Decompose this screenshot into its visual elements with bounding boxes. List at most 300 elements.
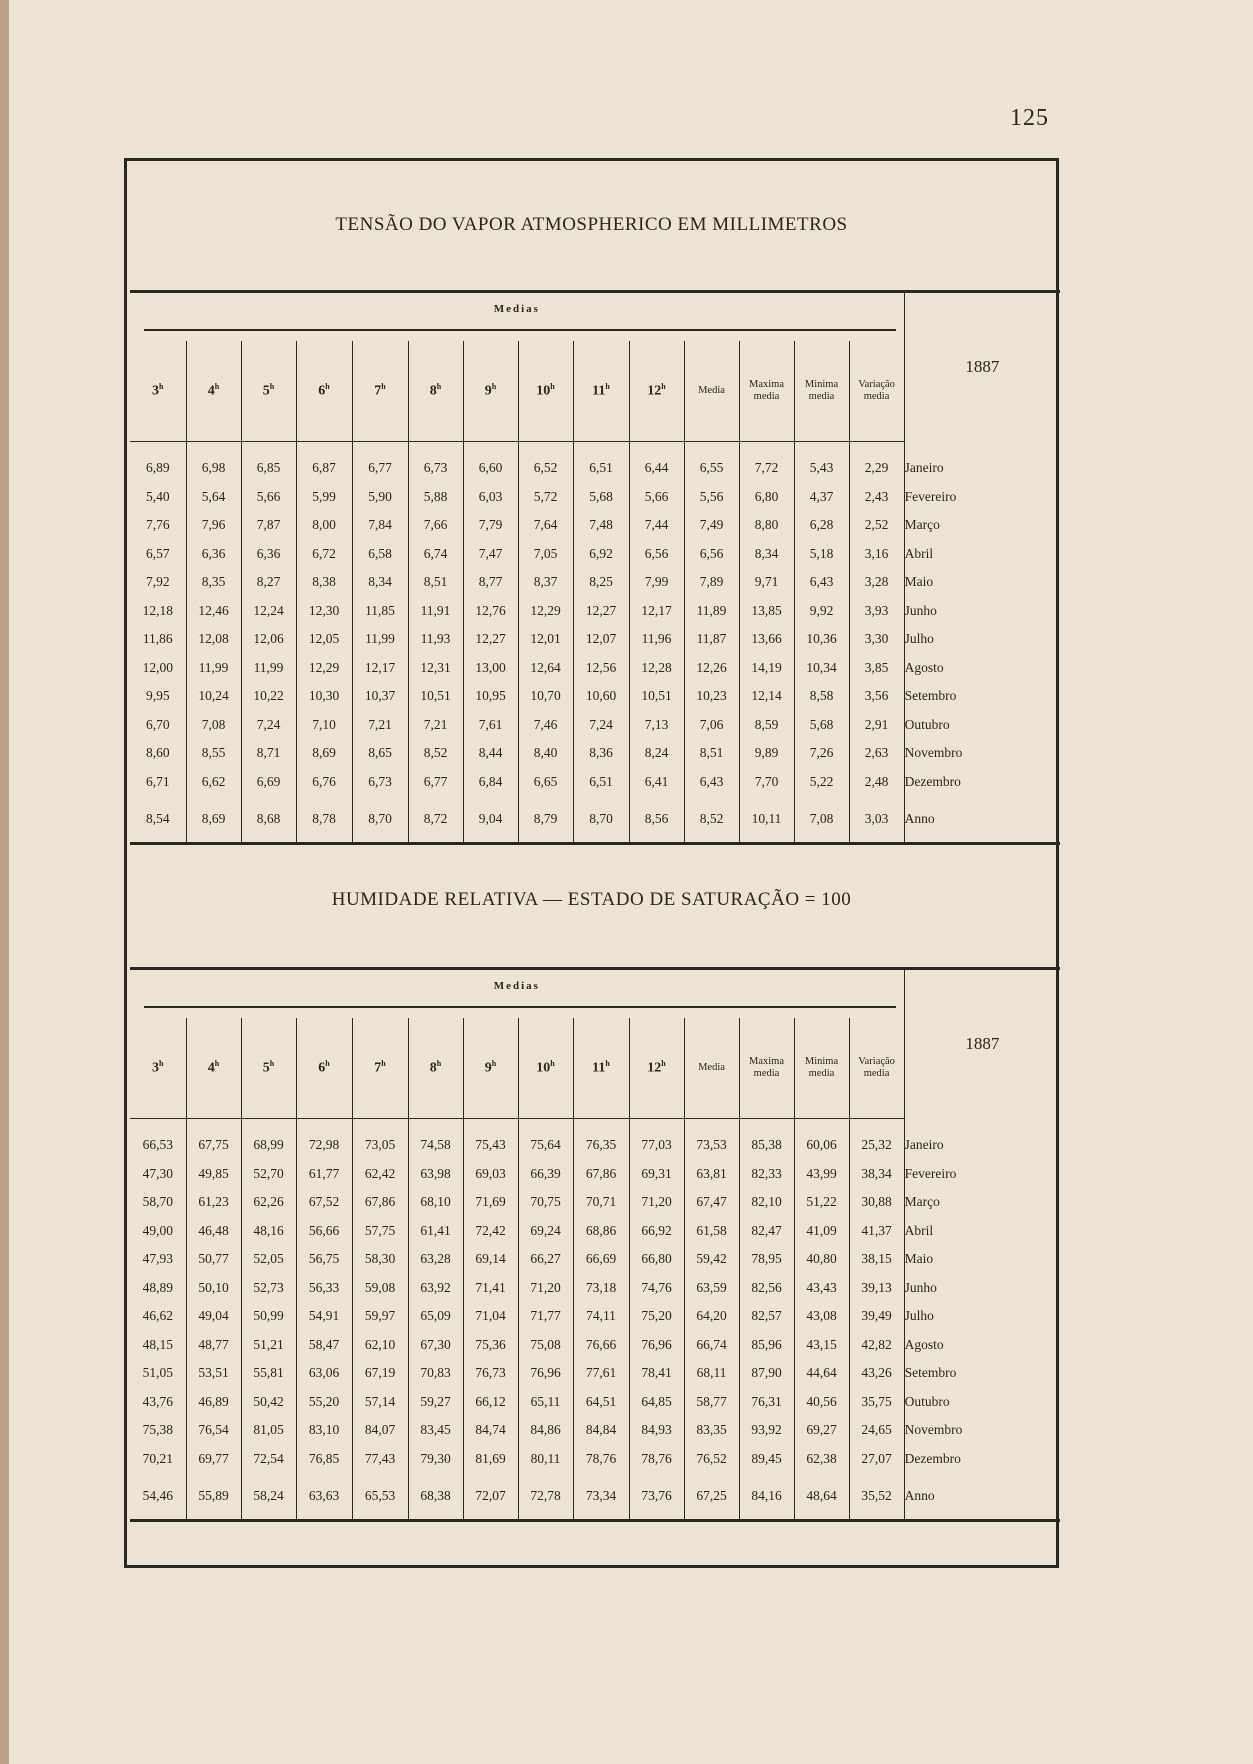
table-cell: 71,77 (518, 1302, 573, 1331)
table-cell: 67,19 (352, 1359, 408, 1388)
month-label: Março (904, 511, 1060, 540)
table-cell: 25,32 (861, 1137, 892, 1153)
table-cell: 78,95 (739, 1245, 794, 1274)
table-cell: 6,69 (241, 768, 296, 797)
table-cell: 6,72 (296, 540, 352, 569)
table-cell: 8,25 (573, 568, 629, 597)
table-cell: 5,88 (408, 483, 463, 512)
table-cell: 43,43 (794, 1274, 849, 1303)
table-cell: 55,81 (241, 1359, 296, 1388)
table-cell: 73,53 (684, 1119, 739, 1160)
table-row (130, 711, 1060, 740)
table-cell: 76,96 (629, 1331, 684, 1360)
column-label: 9 (484, 1060, 492, 1076)
table-cell: 75,36 (463, 1331, 518, 1360)
table-cell: 11,89 (684, 597, 739, 626)
month-label: Fevereiro (904, 1160, 1060, 1189)
table-cell: 8,52 (408, 739, 463, 768)
table-cell: 8,58 (794, 682, 849, 711)
month-label: Outubro (904, 1388, 1060, 1417)
table-cell: 41,09 (794, 1217, 849, 1246)
hour-suffix: h (269, 382, 275, 392)
table-cell: 50,77 (186, 1245, 241, 1274)
month-label: Junho (904, 597, 1060, 626)
table-cell: 7,08 (794, 796, 849, 844)
medias-header (130, 969, 904, 1019)
table-cell: 12,29 (296, 654, 352, 683)
table-cell: 9,89 (739, 739, 794, 768)
table-cell: 81,05 (241, 1416, 296, 1445)
table-cell: 7,79 (463, 511, 518, 540)
column-label: 7 (374, 1060, 382, 1076)
column-header (296, 341, 352, 442)
month-label: Janeiro (904, 1119, 1060, 1160)
column-label: 11 (592, 383, 606, 399)
table-cell: 58,47 (296, 1331, 352, 1360)
table-cell: 66,27 (518, 1245, 573, 1274)
table-cell: 75,43 (463, 1119, 518, 1160)
column-header (408, 1018, 463, 1119)
table-cell: 13,00 (463, 654, 518, 683)
table-cell: 5,22 (794, 768, 849, 797)
table-cell: 70,75 (518, 1188, 573, 1217)
table-cell: 10,24 (186, 682, 241, 711)
table-cell: 51,21 (241, 1331, 296, 1360)
column-header (463, 341, 518, 442)
table-cell: 63,59 (684, 1274, 739, 1303)
column-header (849, 1018, 904, 1119)
column-label: 6 (318, 383, 326, 399)
table-cell: 5,66 (629, 483, 684, 512)
column-label: 4 (207, 383, 215, 399)
table-cell: 6,41 (629, 768, 684, 797)
month-label: Janeiro (904, 442, 1060, 483)
table-cell: 11,85 (352, 597, 408, 626)
table-cell: 10,11 (739, 796, 794, 844)
table-cell: 3,56 (864, 688, 889, 704)
table-cell: 8,37 (518, 568, 573, 597)
table-cell: 10,95 (463, 682, 518, 711)
month-label: Março (904, 1188, 1060, 1217)
column-header (463, 1018, 518, 1119)
year-header: 1887 (904, 292, 1060, 442)
table-cell: 59,08 (352, 1274, 408, 1303)
table-cell: 24,65 (861, 1422, 892, 1438)
hour-suffix: h (214, 382, 220, 392)
table-cell: 75,08 (518, 1331, 573, 1360)
table-cell: 8,40 (518, 739, 573, 768)
table-cell: 82,47 (739, 1217, 794, 1246)
table-cell: 8,54 (130, 796, 186, 844)
table-cell: 60,06 (794, 1119, 849, 1160)
table-cell: 7,24 (573, 711, 629, 740)
table-cell: 5,99 (296, 483, 352, 512)
table-cell: 13,85 (739, 597, 794, 626)
table-cell: 6,77 (408, 768, 463, 797)
table-row (130, 568, 1060, 597)
table-row (130, 483, 1060, 512)
table-cell: 12,00 (130, 654, 186, 683)
table-cell: 7,72 (739, 442, 794, 483)
table-cell: 43,15 (794, 1331, 849, 1360)
column-label: 7 (374, 383, 382, 399)
table-cell: 12,31 (408, 654, 463, 683)
table-cell: 7,89 (684, 568, 739, 597)
column-header (629, 341, 684, 442)
table-cell: 10,70 (518, 682, 573, 711)
table-cell: 71,69 (463, 1188, 518, 1217)
table-cell: 7,92 (130, 568, 186, 597)
table-cell: 58,30 (352, 1245, 408, 1274)
hour-suffix: h (605, 382, 610, 392)
table-cell: 5,90 (352, 483, 408, 512)
table-cell: 67,47 (684, 1188, 739, 1217)
table-cell: 80,11 (518, 1445, 573, 1474)
table-row (130, 511, 1060, 540)
table-cell: 63,81 (684, 1160, 739, 1189)
medias-header (130, 292, 904, 342)
table-cell: 9,71 (739, 568, 794, 597)
table-cell: 9,92 (794, 597, 849, 626)
month-label: Julho (904, 1302, 1060, 1331)
table-cell: 56,66 (296, 1217, 352, 1246)
column-header (130, 341, 186, 442)
table-cell: 62,10 (352, 1331, 408, 1360)
table-cell: 73,18 (573, 1274, 629, 1303)
table-cell: 67,30 (408, 1331, 463, 1360)
table-row (130, 540, 1060, 569)
table-cell: 49,04 (186, 1302, 241, 1331)
table-cell: 43,76 (130, 1388, 186, 1417)
table-row (130, 1160, 1060, 1189)
column-label: 6 (318, 1060, 326, 1076)
table-cell: 75,20 (629, 1302, 684, 1331)
table-cell: 11,99 (186, 654, 241, 683)
table-cell: 6,52 (518, 442, 573, 483)
table-cell: 66,80 (629, 1245, 684, 1274)
table-cell: 70,71 (573, 1188, 629, 1217)
column-header (794, 341, 849, 442)
table-cell: 8,35 (186, 568, 241, 597)
table-cell: 48,15 (130, 1331, 186, 1360)
table-cell: 7,08 (186, 711, 241, 740)
table-cell: 64,51 (573, 1388, 629, 1417)
table-cell: 39,13 (861, 1279, 892, 1295)
table-cell: 66,69 (573, 1245, 629, 1274)
table-cell: 6,84 (463, 768, 518, 797)
table-cell: 6,73 (408, 442, 463, 483)
table-row (130, 1445, 1060, 1474)
column-header (186, 1018, 241, 1119)
table-cell: 12,64 (518, 654, 573, 683)
table-cell: 10,23 (684, 682, 739, 711)
hour-suffix: h (436, 382, 442, 392)
column-header (296, 1018, 352, 1119)
table-cell: 62,42 (352, 1160, 408, 1189)
table-cell: 6,43 (684, 768, 739, 797)
table-cell: 39,49 (861, 1308, 892, 1324)
table-cell: 12,08 (186, 625, 241, 654)
table-cell: 82,33 (739, 1160, 794, 1189)
table-cell: 56,75 (296, 1245, 352, 1274)
hour-suffix: h (550, 382, 555, 392)
table-cell: 9,95 (130, 682, 186, 711)
table-cell: 75,64 (518, 1119, 573, 1160)
medias-brace (144, 329, 896, 334)
table-cell: 93,92 (739, 1416, 794, 1445)
table-cell: 12,06 (241, 625, 296, 654)
table-cell: 27,07 (861, 1450, 892, 1466)
table-cell: 50,99 (241, 1302, 296, 1331)
table-cell: 84,07 (352, 1416, 408, 1445)
column-label: Maxima media (749, 1056, 784, 1079)
vapor-tension-table (130, 290, 1060, 845)
table-cell: 59,42 (684, 1245, 739, 1274)
table-cell: 10,30 (296, 682, 352, 711)
table-cell: 2,29 (864, 460, 889, 476)
table-cell: 68,99 (241, 1119, 296, 1160)
table-cell: 7,26 (794, 739, 849, 768)
column-label: 3 (152, 1060, 160, 1076)
table-cell: 8,71 (241, 739, 296, 768)
table-cell: 6,92 (573, 540, 629, 569)
column-header (186, 341, 241, 442)
column-label: 3 (152, 383, 160, 399)
table-cell: 62,26 (241, 1188, 296, 1217)
table-cell: 59,27 (408, 1388, 463, 1417)
table-cell: 11,99 (241, 654, 296, 683)
table-cell: 58,70 (130, 1188, 186, 1217)
table-cell: 48,16 (241, 1217, 296, 1246)
table-cell: 46,48 (186, 1217, 241, 1246)
hour-suffix: h (661, 382, 666, 392)
hour-suffix: h (269, 1059, 275, 1069)
table-cell: 12,46 (186, 597, 241, 626)
table-cell: 14,19 (739, 654, 794, 683)
table-cell: 10,51 (629, 682, 684, 711)
table-cell: 6,60 (463, 442, 518, 483)
table-cell: 78,76 (629, 1445, 684, 1474)
table-cell: 6,73 (352, 768, 408, 797)
table-row (130, 682, 1060, 711)
table-cell: 76,96 (518, 1359, 573, 1388)
table-cell: 74,76 (629, 1274, 684, 1303)
table-cell: 71,41 (463, 1274, 518, 1303)
table-cell: 6,43 (794, 568, 849, 597)
table-cell: 8,51 (408, 568, 463, 597)
table-cell: 8,59 (739, 711, 794, 740)
table-cell: 52,70 (241, 1160, 296, 1189)
table-cell: 69,77 (186, 1445, 241, 1474)
table-cell: 58,24 (241, 1473, 296, 1521)
table-cell: 2,48 (864, 773, 889, 789)
table-cell: 6,58 (352, 540, 408, 569)
table-cell: 6,51 (573, 768, 629, 797)
column-label: 10 (536, 1060, 551, 1076)
table-cell: 83,35 (684, 1416, 739, 1445)
table-cell: 62,38 (794, 1445, 849, 1474)
table-cell: 6,71 (130, 768, 186, 797)
table-cell: 81,69 (463, 1445, 518, 1474)
table-cell: 76,52 (684, 1445, 739, 1474)
column-header (573, 341, 629, 442)
table-title-humidity: HUMIDADE RELATIVA — ESTADO DE SATURAÇÃO = 100 (331, 889, 852, 910)
table-cell: 50,10 (186, 1274, 241, 1303)
column-header (352, 341, 408, 442)
table-cell: 63,92 (408, 1274, 463, 1303)
table-cell: 7,21 (352, 711, 408, 740)
table-cell: 7,13 (629, 711, 684, 740)
table-cell: 7,21 (408, 711, 463, 740)
table-row (130, 1245, 1060, 1274)
table-cell: 40,56 (794, 1388, 849, 1417)
column-header (352, 1018, 408, 1119)
table-cell: 63,63 (296, 1473, 352, 1521)
table-cell: 85,96 (739, 1331, 794, 1360)
table-cell: 5,40 (130, 483, 186, 512)
table-cell: 8,80 (739, 511, 794, 540)
column-label: Media (698, 1062, 725, 1073)
table-cell: 12,05 (296, 625, 352, 654)
table-cell: 11,91 (408, 597, 463, 626)
table-cell: 8,69 (296, 739, 352, 768)
column-header (518, 341, 573, 442)
table-cell: 84,93 (629, 1416, 684, 1445)
hour-suffix: h (491, 382, 497, 392)
table-cell: 7,76 (130, 511, 186, 540)
table-cell: 9,04 (463, 796, 518, 844)
hour-suffix: h (381, 1059, 386, 1069)
table-cell: 74,11 (573, 1302, 629, 1331)
table-cell: 57,75 (352, 1217, 408, 1246)
table-cell: 8,55 (186, 739, 241, 768)
table-cell: 7,48 (573, 511, 629, 540)
table-cell: 12,26 (684, 654, 739, 683)
table-cell: 6,44 (629, 442, 684, 483)
table-cell: 8,36 (573, 739, 629, 768)
table-cell: 82,56 (739, 1274, 794, 1303)
column-label: Variação media (858, 1056, 895, 1079)
table-cell: 2,91 (864, 716, 889, 732)
table-row (130, 1302, 1060, 1331)
column-header (849, 341, 904, 442)
column-label: 12 (647, 1060, 662, 1076)
month-label: Abril (904, 1217, 1060, 1246)
table-cell: 84,86 (518, 1416, 573, 1445)
table-cell: 3,30 (864, 631, 889, 647)
column-header (684, 1018, 739, 1119)
table-row (130, 1416, 1060, 1445)
table-cell: 49,00 (130, 1217, 186, 1246)
table-row (130, 1331, 1060, 1360)
table-cell: 49,85 (186, 1160, 241, 1189)
table-cell: 57,14 (352, 1388, 408, 1417)
column-label: 12 (647, 383, 662, 399)
table-cell: 6,70 (130, 711, 186, 740)
table-cell: 67,52 (296, 1188, 352, 1217)
table-cell: 67,75 (186, 1119, 241, 1160)
table-cell: 58,77 (684, 1388, 739, 1417)
table-cell: 6,57 (130, 540, 186, 569)
table-cell: 82,10 (739, 1188, 794, 1217)
table-cell: 52,05 (241, 1245, 296, 1274)
table-cell: 12,27 (573, 597, 629, 626)
column-header (629, 1018, 684, 1119)
month-label: Anno (904, 796, 1060, 844)
column-label: 8 (429, 1060, 437, 1076)
table-cell: 7,24 (241, 711, 296, 740)
table-row (130, 654, 1060, 683)
table-cell: 43,99 (794, 1160, 849, 1189)
table-cell: 48,77 (186, 1331, 241, 1360)
table-cell: 6,65 (518, 768, 573, 797)
table-cell: 78,76 (573, 1445, 629, 1474)
hour-suffix: h (214, 1059, 220, 1069)
table-cell: 8,79 (518, 796, 573, 844)
table-cell: 10,36 (794, 625, 849, 654)
table-cell: 61,58 (684, 1217, 739, 1246)
page-number: 125 (1010, 105, 1049, 131)
table-cell: 66,92 (629, 1217, 684, 1246)
table-cell: 66,12 (463, 1388, 518, 1417)
table-cell: 72,42 (463, 1217, 518, 1246)
table-cell: 10,34 (794, 654, 849, 683)
table-cell: 43,08 (794, 1302, 849, 1331)
table-cell: 7,61 (463, 711, 518, 740)
table-cell: 7,46 (518, 711, 573, 740)
month-label: Dezembro (904, 1445, 1060, 1474)
table-cell: 70,21 (130, 1445, 186, 1474)
table-cell: 84,84 (573, 1416, 629, 1445)
table-cell: 55,89 (186, 1473, 241, 1521)
table-cell: 48,89 (130, 1274, 186, 1303)
table-cell: 69,27 (794, 1416, 849, 1445)
table-row (130, 625, 1060, 654)
table-cell: 12,28 (629, 654, 684, 683)
table-row (130, 1119, 1060, 1160)
table-row (130, 442, 1060, 483)
table-cell: 6,98 (186, 442, 241, 483)
table-cell: 54,91 (296, 1302, 352, 1331)
hour-suffix: h (325, 1059, 330, 1069)
month-label: Dezembro (904, 768, 1060, 797)
column-header (573, 1018, 629, 1119)
table-cell: 63,06 (296, 1359, 352, 1388)
hour-suffix: h (159, 382, 164, 392)
table-cell: 6,03 (463, 483, 518, 512)
table-cell: 44,64 (794, 1359, 849, 1388)
month-label: Julho (904, 625, 1060, 654)
table-cell: 6,51 (573, 442, 629, 483)
table-cell: 8,34 (352, 568, 408, 597)
table-cell: 47,30 (130, 1160, 186, 1189)
table-cell: 69,03 (463, 1160, 518, 1189)
table-cell: 65,11 (518, 1388, 573, 1417)
table-cell: 8,38 (296, 568, 352, 597)
table-title-vapor: TENSÃO DO VAPOR ATMOSPHERICO EM MILLIMETROS (335, 214, 848, 235)
table-cell: 73,05 (352, 1119, 408, 1160)
table-cell: 59,97 (352, 1302, 408, 1331)
table-cell: 11,99 (352, 625, 408, 654)
table-cell: 78,41 (629, 1359, 684, 1388)
table-cell: 41,37 (861, 1222, 892, 1238)
table-cell: 76,54 (186, 1416, 241, 1445)
medias-label: Medias (493, 980, 540, 992)
page-edge (0, 0, 9, 1764)
table-cell: 5,68 (573, 483, 629, 512)
hour-suffix: h (605, 1059, 610, 1069)
medias-brace (144, 1006, 896, 1011)
